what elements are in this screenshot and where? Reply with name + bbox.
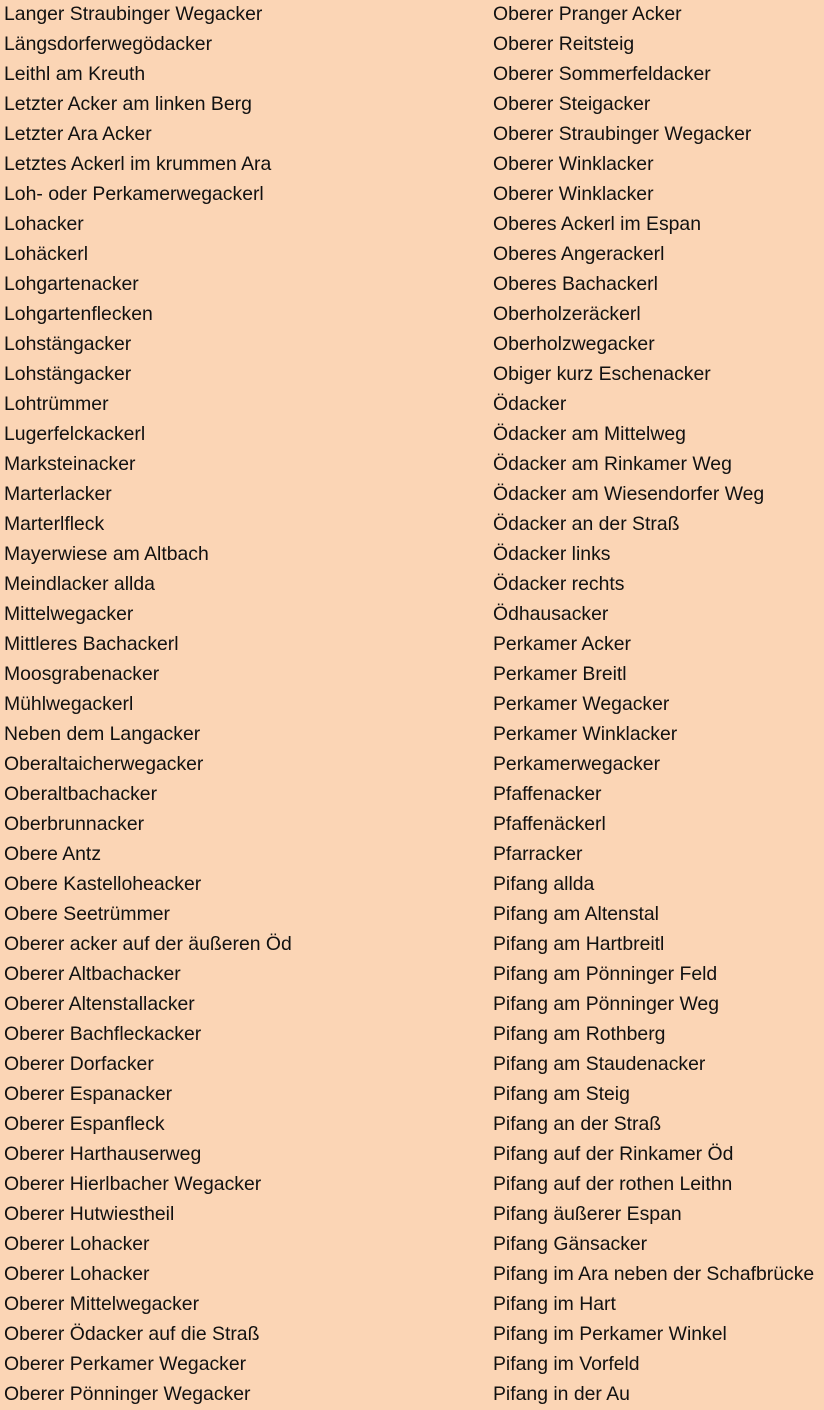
list-item-left: Oberaltbachacker — [4, 783, 158, 805]
list-item-right: Pifang am Altenstal — [493, 903, 659, 925]
list-item-right: Pifang am Hartbreitl — [493, 933, 665, 955]
list-item-right: Perkamer Wegacker — [493, 693, 670, 715]
list-item-left: Mayerwiese am Altbach — [4, 543, 209, 565]
list-item-right: Pifang am Staudenacker — [493, 1053, 706, 1075]
list-item-right: Pfaffenacker — [493, 783, 602, 805]
list-item-left: Mittelwegacker — [4, 603, 134, 625]
list-item-right: Pifang am Pönninger Weg — [493, 993, 720, 1015]
list-item-right: Oberer Winklacker — [493, 153, 654, 175]
list-item-right: Oberes Bachackerl — [493, 273, 658, 295]
list-item-right: Perkamerwegacker — [493, 753, 661, 775]
list-item-right: Oberholzwegacker — [493, 333, 655, 355]
list-item-left: Lohstängacker — [4, 363, 132, 385]
list-item-left: Lohstängacker — [4, 333, 132, 355]
list-item-left: Obere Antz — [4, 843, 102, 865]
list-item-left: Oberer acker auf der äußeren Öd — [4, 933, 292, 955]
list-item-right: Pifang im Hart — [493, 1293, 616, 1315]
list-item-left: Marksteinacker — [4, 453, 136, 475]
list-item-left: Moosgrabenacker — [4, 663, 160, 685]
list-item-left: Marterlacker — [4, 483, 112, 505]
list-item-right: Ödacker am Rinkamer Weg — [493, 453, 732, 475]
list-item-left: Oberer Harthauserweg — [4, 1143, 202, 1165]
list-item-right: Ödacker links — [493, 543, 611, 565]
list-item-left: Lohgartenflecken — [4, 303, 153, 325]
list-item-right: Pfaffenäckerl — [493, 813, 606, 835]
list-item-right: Pifang Gänsacker — [493, 1233, 648, 1255]
list-item-right: Oberer Sommerfeldacker — [493, 63, 711, 85]
list-item-left: Oberer Bachfleckacker — [4, 1023, 202, 1045]
list-item-right: Obiger kurz Eschenacker — [493, 363, 711, 385]
list-item-right: Pifang an der Straß — [493, 1113, 662, 1135]
list-item-left: Langer Straubinger Wegacker — [4, 3, 263, 25]
list-item-left: Lugerfelckackerl — [4, 423, 146, 445]
list-item-right: Oberer Winklacker — [493, 183, 654, 205]
list-item-left: Meindlacker allda — [4, 573, 155, 595]
list-item-right: Oberer Straubinger Wegacker — [493, 123, 752, 145]
list-item-right: Pifang allda — [493, 873, 595, 895]
list-item-right: Pifang auf der Rinkamer Öd — [493, 1143, 734, 1165]
list-item-left: Oberbrunnacker — [4, 813, 145, 835]
list-item-left: Oberer Hutwiestheil — [4, 1203, 175, 1225]
list-item-left: Letzter Ara Acker — [4, 123, 152, 145]
list-item-left: Oberer Mittelwegacker — [4, 1293, 200, 1315]
list-item-left: Oberer Perkamer Wegacker — [4, 1353, 247, 1375]
list-item-right: Perkamer Winklacker — [493, 723, 678, 745]
list-item-right: Ödacker — [493, 393, 567, 415]
list-item-left: Oberer Hierlbacher Wegacker — [4, 1173, 262, 1195]
list-item-left: Lohäckerl — [4, 243, 89, 265]
list-item-right: Oberer Pranger Acker — [493, 3, 682, 25]
list-item-left: Oberer Lohacker — [4, 1263, 150, 1285]
list-item-left: Mühlwegackerl — [4, 693, 134, 715]
list-item-left: Obere Seetrümmer — [4, 903, 170, 925]
list-item-right: Ödacker am Mittelweg — [493, 423, 686, 445]
list-item-left: Letztes Ackerl im krummen Ara — [4, 153, 272, 175]
list-item-right: Pifang am Steig — [493, 1083, 630, 1105]
list-item-right: Oberer Steigacker — [493, 93, 651, 115]
list-item-left: Längsdorferwegödacker — [4, 33, 213, 55]
list-item-left: Lohacker — [4, 213, 84, 235]
list-item-left: Oberer Pönninger Wegacker — [4, 1383, 251, 1405]
list-item-left: Oberer Espanfleck — [4, 1113, 165, 1135]
list-item-right: Oberer Reitsteig — [493, 33, 635, 55]
list-item-left: Mittleres Bachackerl — [4, 633, 179, 655]
list-item-right: Oberes Angerackerl — [493, 243, 665, 265]
list-item-left: Obere Kastelloheacker — [4, 873, 202, 895]
list-item-left: Marterlfleck — [4, 513, 105, 535]
list-item-left: Loh- oder Perkamerwegackerl — [4, 183, 264, 205]
list-item-left: Oberer Espanacker — [4, 1083, 173, 1105]
list-item-left: Oberer Ödacker auf die Straß — [4, 1323, 260, 1345]
list-item-right: Ödhausacker — [493, 603, 609, 625]
list-item-right: Pifang im Vorfeld — [493, 1353, 640, 1375]
list-item-right: Ödacker an der Straß — [493, 513, 680, 535]
list-item-right: Oberes Ackerl im Espan — [493, 213, 701, 235]
list-item-left: Leithl am Kreuth — [4, 63, 146, 85]
list-item-right: Ödacker am Wiesendorfer Weg — [493, 483, 765, 505]
list-item-right: Pifang am Rothberg — [493, 1023, 666, 1045]
right-column — [493, 0, 824, 1410]
list-item-right: Pifang auf der rothen Leithn — [493, 1173, 733, 1195]
list-item-left: Letzter Acker am linken Berg — [4, 93, 252, 115]
list-item-right: Perkamer Breitl — [493, 663, 627, 685]
list-item-right: Pifang am Pönninger Feld — [493, 963, 718, 985]
list-item-left: Lohgartenacker — [4, 273, 139, 295]
list-item-left: Oberer Lohacker — [4, 1233, 150, 1255]
list-item-right: Oberholzeräckerl — [493, 303, 641, 325]
list-item-left: Oberer Altbachacker — [4, 963, 181, 985]
list-item-right: Pifang äußerer Espan — [493, 1203, 682, 1225]
left-column — [4, 0, 484, 1410]
list-item-right: Pifang in der Au — [493, 1383, 630, 1405]
list-item-right: Perkamer Acker — [493, 633, 631, 655]
list-item-left: Oberer Dorfacker — [4, 1053, 154, 1075]
list-item-left: Oberer Altenstallacker — [4, 993, 195, 1015]
list-item-left: Neben dem Langacker — [4, 723, 201, 745]
list-item-right: Pifang im Ara neben der Schafbrücke — [493, 1263, 815, 1285]
list-item-right: Pifang im Perkamer Winkel — [493, 1323, 727, 1345]
list-item-left: Oberaltaicherwegacker — [4, 753, 204, 775]
list-item-left: Lohtrümmer — [4, 393, 109, 415]
list-item-right: Pfarracker — [493, 843, 583, 865]
list-item-right: Ödacker rechts — [493, 573, 625, 595]
